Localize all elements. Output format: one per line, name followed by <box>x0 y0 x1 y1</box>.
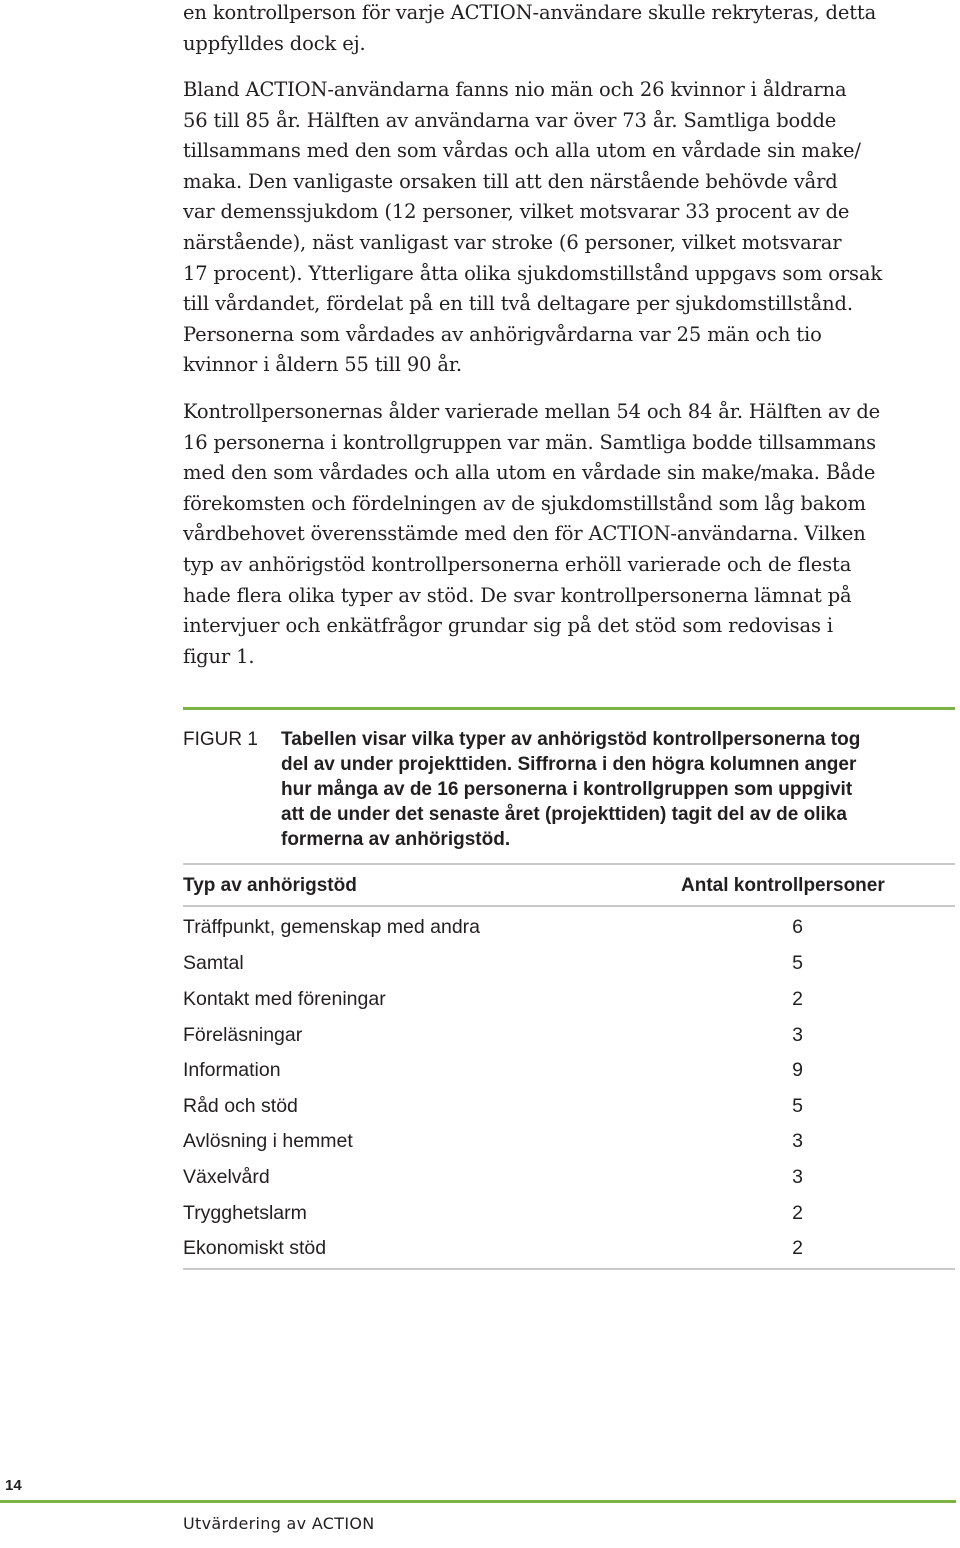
page-number: 14 <box>5 1477 22 1494</box>
person-count: 3 <box>792 1130 803 1152</box>
caption-line: del av under projekttiden. Siffrorna i den högra kolumnen anger <box>281 754 857 775</box>
text-line: kvinnor i åldern 55 till 90 år. <box>183 353 462 377</box>
support-type: Växelvård <box>183 1166 270 1188</box>
paragraph-3 <box>183 397 955 672</box>
text-line: 17 procent). Ytterligare åtta olika sjukdomstillstånd uppgavs som orsak <box>183 261 882 285</box>
text-line: tillsammans med den som vårdas och alla utom en vårdade sin make/ <box>183 139 861 163</box>
text-line: förekomsten och fördelningen av de sjukdomstillstånd som låg bakom <box>183 491 866 515</box>
caption-line: hur många av de 16 personerna i kontrollgruppen som uppgivit <box>281 779 853 800</box>
figure-caption <box>281 727 941 852</box>
support-type: Träffpunkt, gemenskap med andra <box>183 916 481 938</box>
table-row <box>183 1055 943 1085</box>
text-line: närstående), näst vanligast var stroke (6 personer, vilket motsvarar <box>183 230 842 254</box>
person-count: 9 <box>792 1059 803 1081</box>
person-count: 2 <box>792 1202 803 1224</box>
text-line: uppfylldes dock ej. <box>183 31 366 55</box>
person-count: 5 <box>792 1095 803 1117</box>
text-line: maka. Den vanligaste orsaken till att den närstående behövde vård <box>183 169 838 193</box>
text-line: hade flera olika typer av stöd. De svar kontrollpersonerna lämnat på <box>183 583 852 607</box>
figure-top-rule <box>183 707 955 710</box>
text-line: var demenssjukdom (12 personer, vilket motsvarar 33 procent av de <box>183 200 850 224</box>
table-row <box>183 912 943 942</box>
caption-line: att de under det senaste året (projekttiden) tagit del av de olika <box>281 804 847 825</box>
text-line: figur 1. <box>183 644 255 668</box>
support-type: Kontakt med föreningar <box>183 988 386 1010</box>
text-line: med den som vårdades och alla utom en vårdade sin make/maka. Både <box>183 461 876 485</box>
table-row <box>183 1091 943 1121</box>
text-line: Bland ACTION-användarna fanns nio män och 26 kvinnor i åldrarna <box>183 78 847 101</box>
text-line: 16 personerna i kontrollgruppen var män. Samtliga bodde tillsammans <box>183 430 877 454</box>
text-line: 56 till 85 år. Hälften av användarna var över 73 år. Samtliga bodde <box>183 108 837 132</box>
paragraph-2 <box>183 75 955 381</box>
footer-rule <box>0 1500 956 1503</box>
text-line: till vårdandet, fördelat på en till två deltagare per sjukdomstillstånd. <box>183 292 853 316</box>
person-count: 2 <box>792 1237 803 1259</box>
text-line: Personerna som vårdades av anhörigvårdarna var 25 män och tio <box>183 322 822 346</box>
table-header-count: Antal kontrollpersoner <box>681 875 885 896</box>
support-type: Råd och stöd <box>183 1095 298 1117</box>
table-row <box>183 1020 943 1050</box>
person-count: 6 <box>792 916 803 938</box>
person-count: 5 <box>792 952 803 974</box>
support-type: Information <box>183 1059 281 1081</box>
table-row <box>183 1198 943 1228</box>
paragraph-1 <box>183 0 955 59</box>
text-line: Kontrollpersonernas ålder varierade mellan 54 och 84 år. Hälften av de <box>183 400 881 423</box>
caption-line: formerna av anhörigstöd. <box>281 829 511 850</box>
text-line: typ av anhörigstöd kontrollpersonerna erhöll varierade och de flesta <box>183 552 852 576</box>
person-count: 3 <box>792 1024 803 1046</box>
table-top-rule <box>183 863 955 865</box>
support-type: Föreläsningar <box>183 1024 303 1046</box>
table-header-rule <box>183 905 955 907</box>
support-type: Avlösning i hemmet <box>183 1130 353 1152</box>
support-type: Ekonomiskt stöd <box>183 1237 327 1259</box>
person-count: 3 <box>792 1166 803 1188</box>
table-bottom-rule <box>183 1268 955 1270</box>
person-count: 2 <box>792 988 803 1010</box>
table-row <box>183 984 943 1014</box>
table-row <box>183 1162 943 1192</box>
text-line: en kontrollperson för varje ACTION-användare skulle rekryteras, detta <box>183 1 877 24</box>
table-row <box>183 948 943 978</box>
table-header-type: Typ av anhörigstöd <box>183 875 357 896</box>
caption-line: Tabellen visar vilka typer av anhörigstöd kontrollpersonerna tog <box>281 729 861 750</box>
table-row <box>183 1233 943 1263</box>
text-line: vårdbehovet överensstämde med den för ACTION-användarna. Vilken <box>183 522 866 546</box>
figure-label: FIGUR 1 <box>183 729 258 750</box>
footer-title: Utvärdering av ACTION <box>183 1514 375 1533</box>
table-row <box>183 1126 943 1156</box>
text-line: intervjuer och enkätfrågor grundar sig på det stöd som redovisas i <box>183 614 833 638</box>
support-type: Trygghetslarm <box>183 1202 307 1224</box>
support-type: Samtal <box>183 952 244 974</box>
